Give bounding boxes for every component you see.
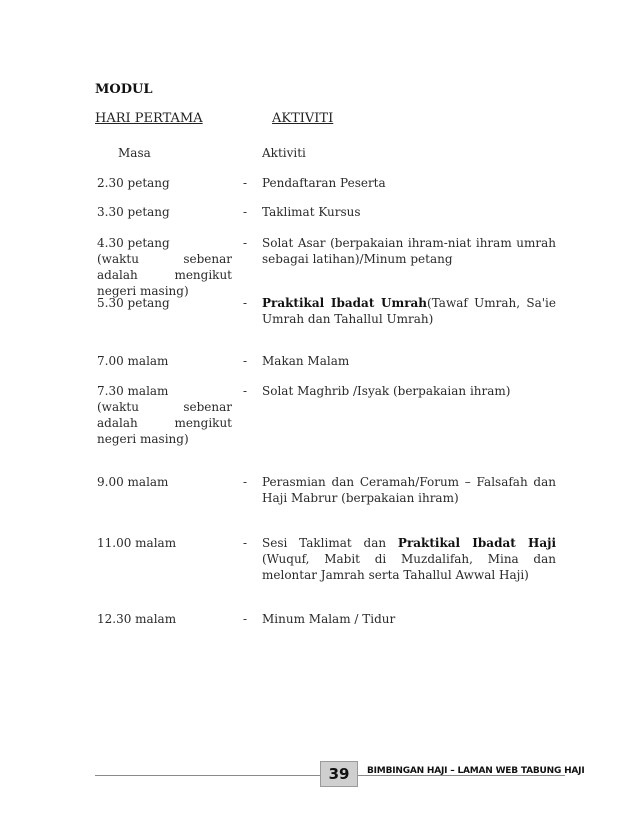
time-note: (waktu sebenar adalah mengikut negeri masing) — [97, 400, 232, 446]
schedule-activity: Pendaftaran Peserta — [262, 176, 386, 190]
row-dash: - — [243, 536, 248, 550]
schedule-activity: Solat Asar (berpakaian ihram-niat ihram umrah sebagai latihan)/Minum petang — [262, 236, 556, 266]
row-dash: - — [243, 475, 248, 489]
row-dash: - — [243, 354, 248, 368]
column-header-time: Masa — [118, 146, 151, 160]
activity-bold: Praktikal Ibadat Haji — [397, 536, 557, 550]
row-dash: - — [243, 612, 248, 626]
schedule-time: 7.00 malam — [97, 354, 169, 368]
activity-text: (Wuquf, Mabit di Muzdalifah, Mina dan melontar Jamrah serta Tahallul Awwal Haji) — [262, 552, 556, 582]
schedule-activity: Taklimat Kursus — [262, 205, 361, 219]
schedule-activity: Makan Malam — [262, 354, 350, 368]
schedule-activity: Perasmian dan Ceramah/Forum – Falsafah dan Haji Mabrur (berpakaian ihram) — [262, 475, 556, 505]
schedule-time: 5.30 petang — [97, 296, 170, 310]
time-value: 4.30 petang — [97, 236, 170, 250]
schedule-time: 2.30 petang — [97, 176, 170, 190]
row-dash: - — [243, 296, 248, 310]
schedule-activity: Solat Maghrib /Isyak (berpakaian ihram) — [262, 384, 511, 398]
row-dash: - — [243, 384, 248, 398]
schedule-activity — [262, 295, 556, 327]
schedule-time: 3.30 petang — [97, 205, 170, 219]
activity-header: AKTIVITI — [272, 111, 334, 126]
row-dash: - — [243, 205, 248, 219]
schedule-time: 12.30 malam — [97, 612, 177, 626]
schedule-time — [97, 383, 232, 447]
schedule-time — [97, 235, 232, 299]
time-value: 7.30 malam — [97, 384, 169, 398]
time-note: (waktu sebenar adalah mengikut negeri masing) — [97, 252, 232, 298]
schedule-time: 11.00 malam — [97, 536, 177, 550]
activity-bold: Praktikal Ibadat Umrah — [262, 296, 428, 310]
row-dash: - — [243, 236, 248, 250]
page-number: 39 — [320, 761, 358, 787]
activity-prefix: Sesi Taklimat dan — [262, 536, 398, 550]
module-title: MODUL — [95, 82, 153, 97]
column-header-activity: Aktiviti — [262, 146, 306, 160]
activity-text: (Tawaf Umrah, Sa'ie Umrah dan Tahallul Umrah) — [262, 296, 556, 326]
schedule-time: 9.00 malam — [97, 475, 169, 489]
footer-title: BIMBINGAN HAJI – LAMAN WEB TABUNG HAJI — [367, 766, 585, 776]
schedule-activity — [262, 535, 556, 583]
day-header: HARI PERTAMA — [95, 111, 203, 126]
schedule-activity: Minum Malam / Tidur — [262, 612, 396, 626]
row-dash: - — [243, 176, 248, 190]
